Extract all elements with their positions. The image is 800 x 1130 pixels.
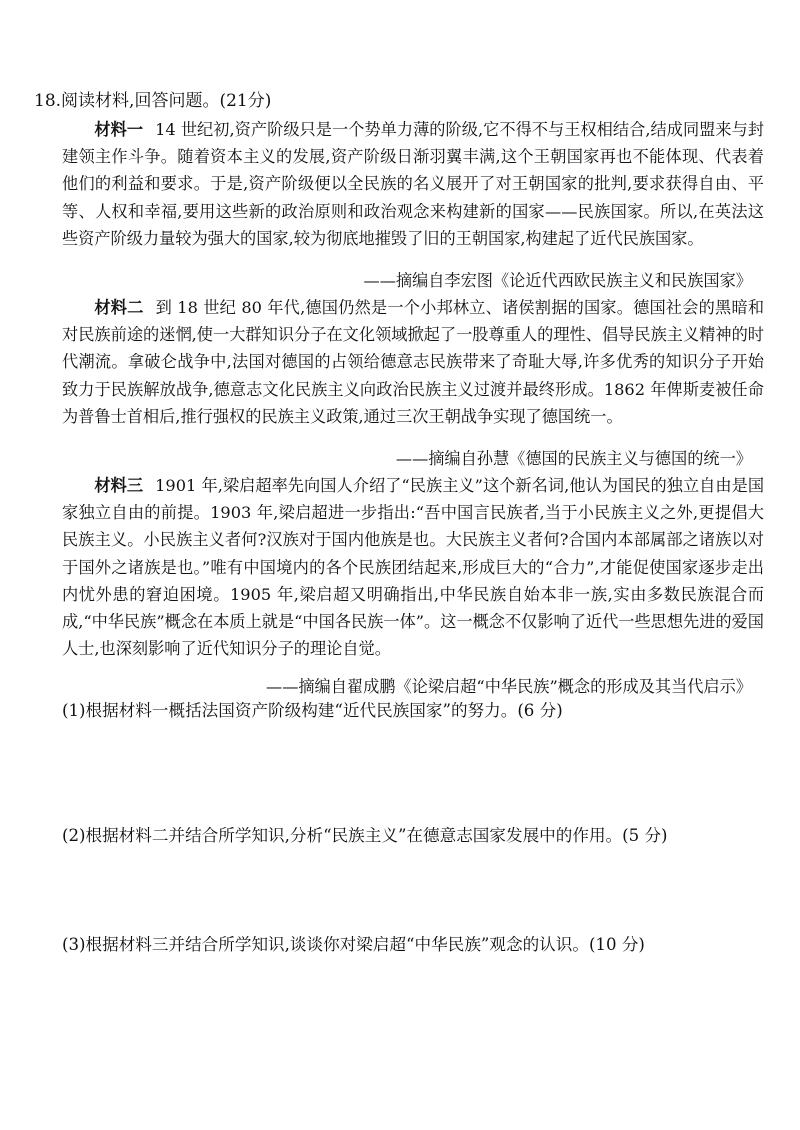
material-text: 到 18 世纪 80 年代,德国仍然是一个小邦林立、诸侯割据的国家。德国社会的黑暗和对民族前途的迷惘,使一大群知识分子在文化领域掀起了一股尊重人的理性、倡导民族主义精神的时代潮流。拿破仑战争中,法国对德国的占领给德意志民族带来了奇耻大辱,许多优秀的知识分子开始致力于民族解放战争,德意志文化民族主义向政治民族主义过渡并最终形成。1862 年俾斯麦被任命为普鲁士首相后,推行强权的民族主义政策,通过三次王朝战争实现了德国统一。	[62, 298, 765, 426]
sub-question-2: (2)根据材料二并结合所学知识,分析“民族主义”在德意志国家发展中的作用。(5 分)	[62, 826, 668, 845]
material-label: 材料二	[94, 298, 144, 317]
material-two	[62, 294, 764, 430]
material-label: 材料三	[94, 476, 144, 495]
material-one-source: ——摘编自李宏图《论近代西欧民族主义和民族国家》	[363, 271, 752, 290]
material-one	[62, 116, 764, 252]
material-text: 1901 年,梁启超率先向国人介绍了“民族主义”这个新名词,他认为国民的独立自由是国家独立自由的前提。1903 年,梁启超进一步指出:“吾中国言民族者,当于小民族主义之外,更提倡大民族主义。小民族主义者何?汉族对于国内他族是也。大民族主义者何?合国内本部属部之诸族以对于国外之诸族是也。”唯有中国境内的各个民族团结起来,形成巨大的“合力”,才能促使国家逐步走出内忧外患的窘迫困境。1905 年,梁启超又明确指出,中华民族自始本非一族,实由多数民族混合而成,“中华民族”概念在本质上就是“中国各民族一体”。这一概念不仅影响了近代一些思想先进的爱国人士,也深刻影响了近代知识分子的理论自觉。	[62, 476, 765, 659]
material-three-source: ——摘编自翟成鹏《论梁启超“中华民族”概念的形成及其当代启示》	[266, 677, 752, 696]
material-label: 材料一	[94, 120, 144, 139]
question-title: 18.阅读材料,回答问题。(21分)	[34, 91, 272, 111]
sub-question-1: (1)根据材料一概括法国资产阶级构建“近代民族国家”的努力。(6 分)	[62, 701, 563, 720]
material-two-source: ——摘编自孙慧《德国的民族主义与德国的统一》	[395, 449, 752, 468]
material-three	[62, 472, 764, 662]
sub-question-3: (3)根据材料三并结合所学知识,谈谈你对梁启超“中华民族”观念的认识。(10 分)	[62, 935, 645, 954]
material-text: 14 世纪初,资产阶级只是一个势单力薄的阶级,它不得不与王权相结合,结成同盟来与封建领主作斗争。随着资本主义的发展,资产阶级日渐羽翼丰满,这个王朝国家再也不能体现、代表着他们的利益和要求。于是,资产阶级便以全民族的名义展开了对王朝国家的批判,要求获得自由、平等、人权和幸福,要用这些新的政治原则和政治观念来构建新的国家——民族国家。所以,在英法这些资产阶级力量较为强大的国家,较为彻底地摧毁了旧的王朝国家,构建起了近代民族国家。	[62, 120, 765, 248]
